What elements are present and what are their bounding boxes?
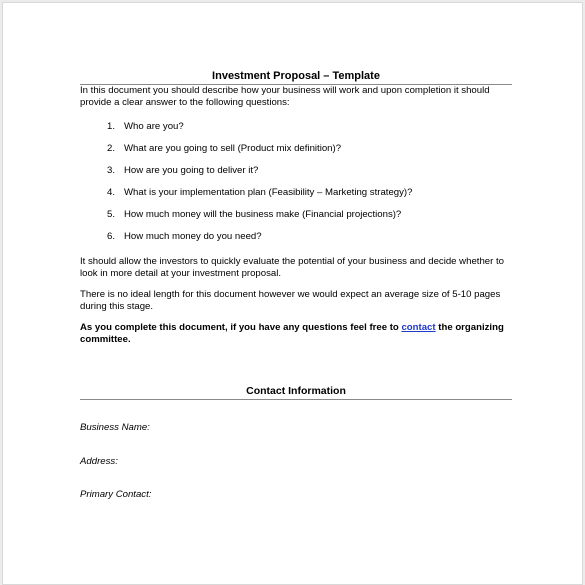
contact-note-paragraph (80, 322, 512, 346)
list-item (80, 165, 512, 187)
list-number: 1. (106, 121, 115, 132)
list-item (80, 143, 512, 165)
length-paragraph: There is no ideal length for this document however we would expect an average size of 5-10 pages during this stage. (80, 289, 501, 312)
document-page (2, 2, 583, 585)
evaluate-paragraph: It should allow the investors to quickly evaluate the potential of your business and decide whether to look in more detail at your investment proposal. (80, 256, 504, 279)
list-item (80, 231, 512, 253)
list-number: 5. (106, 209, 115, 220)
list-number: 4. (106, 187, 115, 198)
list-item-text: How are you going to deliver it? (124, 165, 259, 176)
list-item-text: How much money do you need? (124, 231, 262, 242)
address-label: Address: (80, 456, 118, 467)
primary-contact-label: Primary Contact: (80, 489, 152, 500)
list-item-text: What is your implementation plan (Feasibility – Marketing strategy)? (124, 187, 413, 198)
list-item-text: Who are you? (124, 121, 184, 132)
intro-paragraph: In this document you should describe how your business will work and upon completion it should provide a clear answer to the following questions: (80, 85, 490, 108)
contact-link[interactable]: contact (401, 322, 436, 333)
list-item (80, 187, 512, 209)
list-item-text: What are you going to sell (Product mix definition)? (124, 143, 342, 154)
business-name-label: Business Name: (80, 422, 150, 433)
list-number: 6. (106, 231, 115, 242)
document-content (80, 69, 512, 501)
contact-note-text-end: the organizing committee. (80, 322, 504, 345)
list-item (80, 209, 512, 231)
contact-section-title: Contact Information (80, 385, 512, 400)
list-number: 3. (106, 165, 115, 176)
list-number: 2. (106, 143, 115, 154)
list-item (80, 121, 512, 143)
document-title: Investment Proposal – Template (80, 69, 512, 85)
list-item-text: How much money will the business make (Financial projections)? (124, 209, 402, 220)
contact-note-text: As you complete this document, if you have any questions feel free to (80, 322, 402, 333)
questions-list (80, 121, 512, 253)
